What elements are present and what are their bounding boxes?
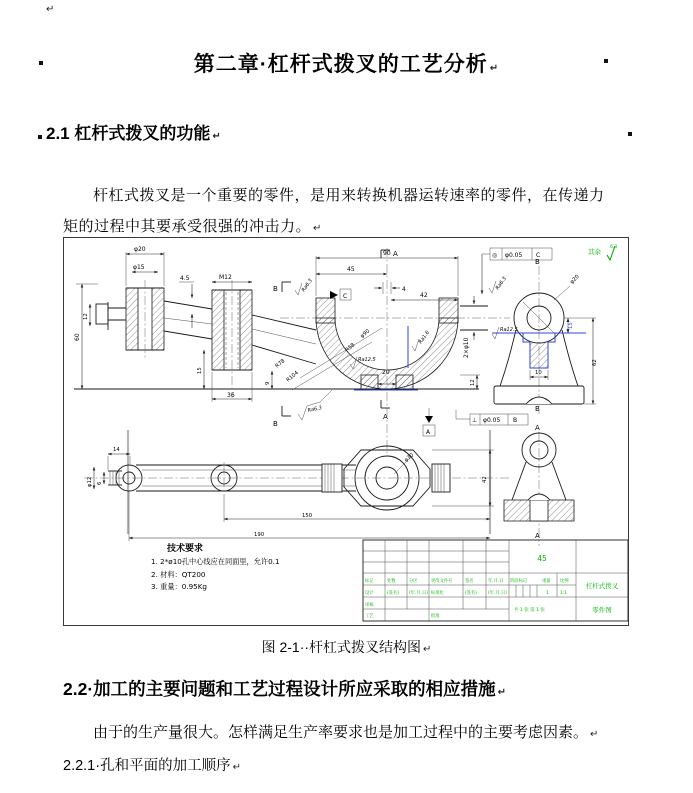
tb-scale-val: 1:1 [560, 591, 567, 596]
dim-20: 20 [382, 369, 390, 376]
heading-2-2-1-row [63, 754, 241, 775]
tolerance-A-datum: C [536, 252, 541, 259]
tolerance-B-symbol: ⊥ [472, 417, 478, 424]
pilcrow-h22: ↵ [497, 687, 507, 698]
dim-phi20-support: φ20 [569, 273, 581, 286]
tb-std: 标准化 [431, 591, 444, 596]
tech-item-1: 1. 2*ø10孔中心线应在同面里，允许0.1 [151, 557, 280, 566]
tb-weight-val: 1 [546, 591, 549, 596]
tb-sign: 签名 [465, 579, 474, 584]
dim-12: 12 [83, 313, 89, 320]
dim-12-foot: 12 [470, 379, 476, 386]
dim-190: 190 [254, 532, 265, 538]
dim-60: 60 [74, 333, 81, 341]
figure-drawing-svg [64, 238, 628, 625]
dim-15-blue: 15 [568, 322, 574, 329]
view-lever-section [74, 246, 479, 428]
para-2-1-line2-text: 矩的过程中其要承受很强的冲击力。 [63, 218, 312, 235]
tb-design: 设计 [365, 591, 374, 596]
tb-weight: 重量 [542, 579, 551, 584]
tolerance-A-value: φ0.05 [505, 252, 523, 259]
dim-62: 62 [592, 359, 598, 366]
dim-phi30: φ30 [403, 452, 416, 464]
page-top-pilcrow: ↵ [46, 4, 55, 15]
dim-6: 6 [97, 481, 103, 485]
dim-phi90: φ90 [359, 328, 372, 340]
view-plan [84, 430, 509, 541]
section-A-top2: A [535, 424, 540, 432]
dim-phi20: φ20 [134, 246, 146, 253]
tolerance-A-symbol: ◎ [492, 252, 498, 259]
tech-requirements [151, 542, 280, 591]
tolerance-B-datum: B [513, 417, 518, 424]
dim-m12: M12 [219, 274, 232, 281]
surface-ra16-inner: Ra1.6 [417, 329, 431, 346]
figure-2-1-drawing [63, 237, 629, 626]
pilcrow-h221: ↵ [232, 762, 241, 773]
tb-file: 更改文件号 [431, 579, 453, 584]
dim-9: 9 [265, 381, 271, 385]
dim-2xphi10: 2×φ10 [463, 337, 470, 358]
para-2-2-row [63, 721, 630, 742]
chapter-title-row [0, 48, 693, 78]
heading-2-1: 2.1 杠杆式拨叉的功能 [46, 124, 211, 143]
figure-caption-row [0, 637, 693, 657]
chapter-title: 第二章·杠杆式拨叉的工艺分析 [193, 53, 488, 76]
tb-sheets: 共 1 张 第 1 张 [514, 608, 545, 613]
section-B-bottom: B [273, 420, 278, 428]
section-A-top: A [393, 250, 398, 258]
note-rest-surfaces: 其余 [588, 248, 601, 256]
tb-sheet-name: 零件图 [592, 606, 612, 614]
tb-material: 45 [537, 554, 547, 563]
section-B-top2: B [535, 258, 540, 266]
pilcrow-p21: ↵ [313, 223, 322, 234]
para-2-1-line1: 杆杠式拨叉是一个重要的零件，是用来转换机器运转速率的零件，在传递力 [93, 187, 605, 204]
note-rest-ra: 6.3 [610, 245, 618, 250]
dim-45: 45 [347, 266, 355, 273]
datum-A-label: A [426, 429, 431, 436]
section-B-bottom2: B [535, 405, 540, 413]
heading-2-2: 2.2·加工的主要问题和工艺过程设计所应采取的相应措施 [63, 679, 496, 699]
view-support-section [504, 424, 574, 546]
dim-phi15: φ15 [133, 264, 145, 271]
tech-item-2: 2. 材料：QT200 [151, 570, 206, 579]
tb-approve: 批准 [431, 614, 440, 619]
section-A-bottom2: A [535, 532, 540, 540]
datum-C-label: C [343, 293, 348, 300]
dim-90: 90 [383, 250, 391, 257]
dim-r104: R104 [285, 370, 300, 384]
surface-ra125-support: Ra12.5 [500, 327, 518, 333]
format-square-h21-left [38, 135, 42, 139]
dim-r78: R78 [274, 358, 287, 370]
heading-2-2-row [63, 676, 506, 701]
dim-r58: R58 [344, 342, 357, 354]
format-square-h21-right [628, 132, 632, 136]
dim-36: 36 [227, 392, 235, 399]
para-2-2: 由于的生产量很大。怎样满足生产率要求也是加工过程中的主要考虑因素。 [93, 724, 589, 741]
dim-4: 4 [402, 286, 406, 293]
dim-15: 15 [197, 367, 203, 374]
tb-count: 处数 [387, 579, 396, 584]
tb-date3: (年.月.日) [488, 591, 507, 596]
pilcrow-caption: ↵ [423, 644, 432, 655]
tb-mark: 标记 [365, 579, 374, 584]
tb-check: 审核 [365, 603, 374, 608]
dim-150: 150 [302, 513, 313, 519]
pilcrow-p22: ↵ [590, 729, 599, 740]
section-A-bottom: A [383, 413, 388, 421]
surface-ra125-inner: Ra12.5 [358, 357, 376, 363]
heading-2-1-row [46, 119, 221, 144]
para-2-1-line2 [63, 215, 322, 236]
tb-zone: 分区 [409, 579, 418, 584]
format-square-title-right [604, 59, 608, 63]
surface-ra63-right: Ra6.3 [494, 275, 508, 292]
tb-stage: 阶段标记 [510, 579, 528, 584]
figure-caption: 图 2-1··杆杠式拨叉结构图 [261, 639, 422, 655]
tb-part-name: 杠杆式拨叉 [585, 582, 619, 590]
tech-title: 技术要求 [167, 544, 204, 554]
pilcrow-h21: ↵ [212, 131, 221, 142]
tb-date: 年.月.日 [488, 579, 504, 584]
tb-date2: (年.月.日) [409, 591, 428, 596]
tb-process: 工艺 [365, 614, 374, 619]
tb-sign3: (签名) [465, 591, 477, 596]
section-B-top: B [273, 285, 278, 293]
dim-phi12: φ12 [87, 476, 93, 487]
tech-item-3: 3. 重量：0.95Kg [151, 582, 207, 591]
dim-4-5: 4.5 [180, 275, 190, 282]
tolerance-B-value: φ0.05 [483, 417, 501, 424]
dim-42: 42 [420, 292, 428, 299]
tb-scale: 比例 [560, 579, 569, 584]
heading-2-2-1: 2.2.1·孔和平面的加工顺序 [63, 758, 231, 774]
format-square-title-left [39, 61, 43, 65]
surface-ra63-baseline: Ra6.3 [307, 405, 323, 414]
pilcrow-title: ↵ [489, 63, 500, 74]
dim-10: 10 [535, 370, 542, 376]
dim-42-plan: 42 [482, 476, 488, 483]
tb-sign2: (签名) [387, 591, 399, 596]
dim-14: 14 [113, 447, 120, 453]
surface-ra63-left: Ra6.3 [300, 277, 314, 294]
title-block [363, 540, 628, 621]
view-support-front [492, 244, 617, 414]
